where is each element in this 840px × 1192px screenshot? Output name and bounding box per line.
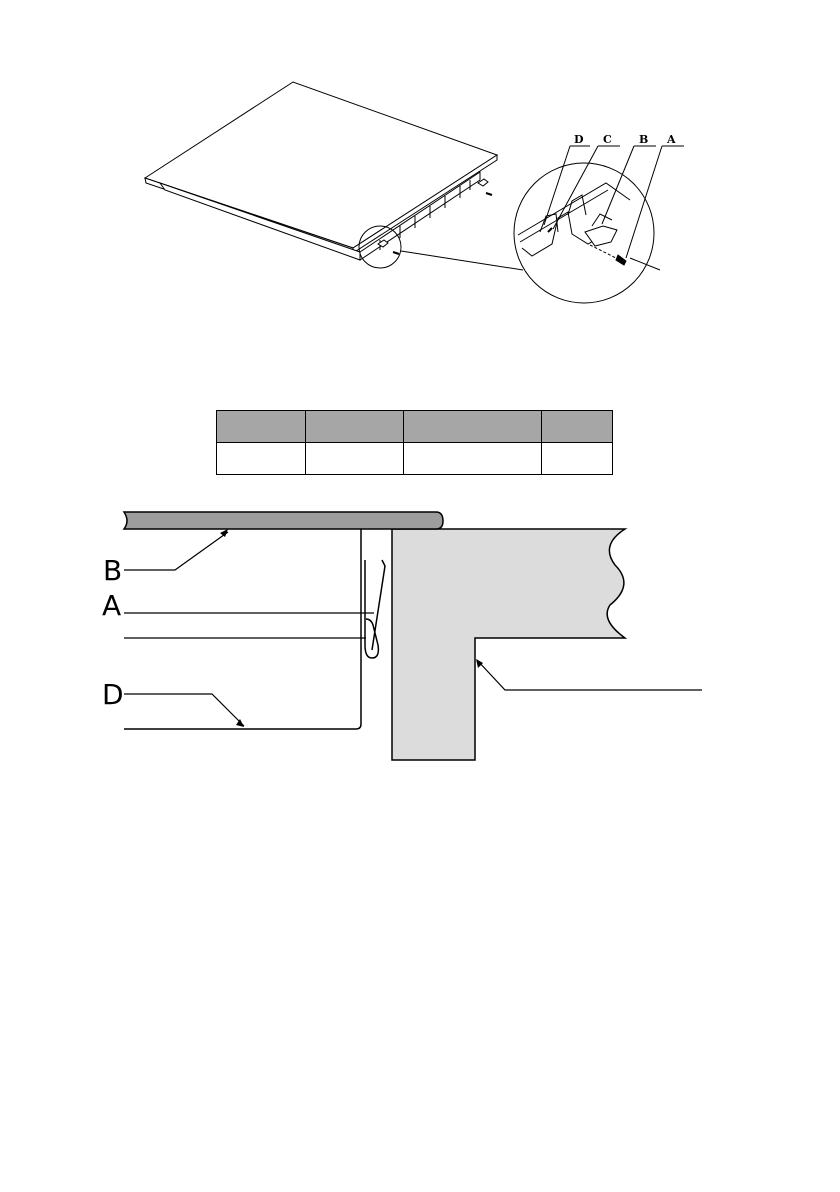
label-a: A	[102, 589, 122, 622]
callout-d: D	[574, 133, 584, 146]
callout-leaders	[544, 146, 684, 270]
screw-rear	[486, 193, 492, 195]
table-cell	[542, 443, 613, 475]
spring-clip	[365, 560, 385, 658]
table-cell	[306, 443, 404, 475]
arrow-countertop	[476, 659, 483, 668]
callout-c: C	[603, 133, 612, 146]
label-b: B	[103, 554, 123, 587]
header-cell	[542, 411, 613, 443]
callout-b: B	[639, 133, 649, 146]
arrow-b	[220, 529, 228, 537]
detail-leader-line	[401, 251, 523, 270]
parts-table-row	[217, 443, 613, 475]
parts-table	[216, 410, 613, 475]
arrow-d	[236, 719, 244, 727]
parts-table-header-row	[217, 411, 613, 443]
leader-d	[124, 694, 244, 726]
header-cell	[306, 411, 404, 443]
hob-top-surface	[145, 82, 497, 248]
leader-countertop	[477, 660, 702, 690]
header-cell	[217, 411, 306, 443]
callout-a: A	[667, 133, 676, 146]
hob-isometric-diagram	[0, 0, 840, 330]
hob-housing-wall	[124, 529, 361, 729]
magnified-detail-contents	[518, 183, 630, 265]
countertop-section	[392, 529, 625, 760]
label-d: D	[102, 678, 124, 711]
table-cell	[217, 443, 306, 475]
table-cell	[404, 443, 542, 475]
header-cell	[404, 411, 542, 443]
leader-b	[124, 532, 228, 570]
cooktop-glass-plate	[124, 512, 443, 529]
screw-front	[393, 252, 399, 254]
